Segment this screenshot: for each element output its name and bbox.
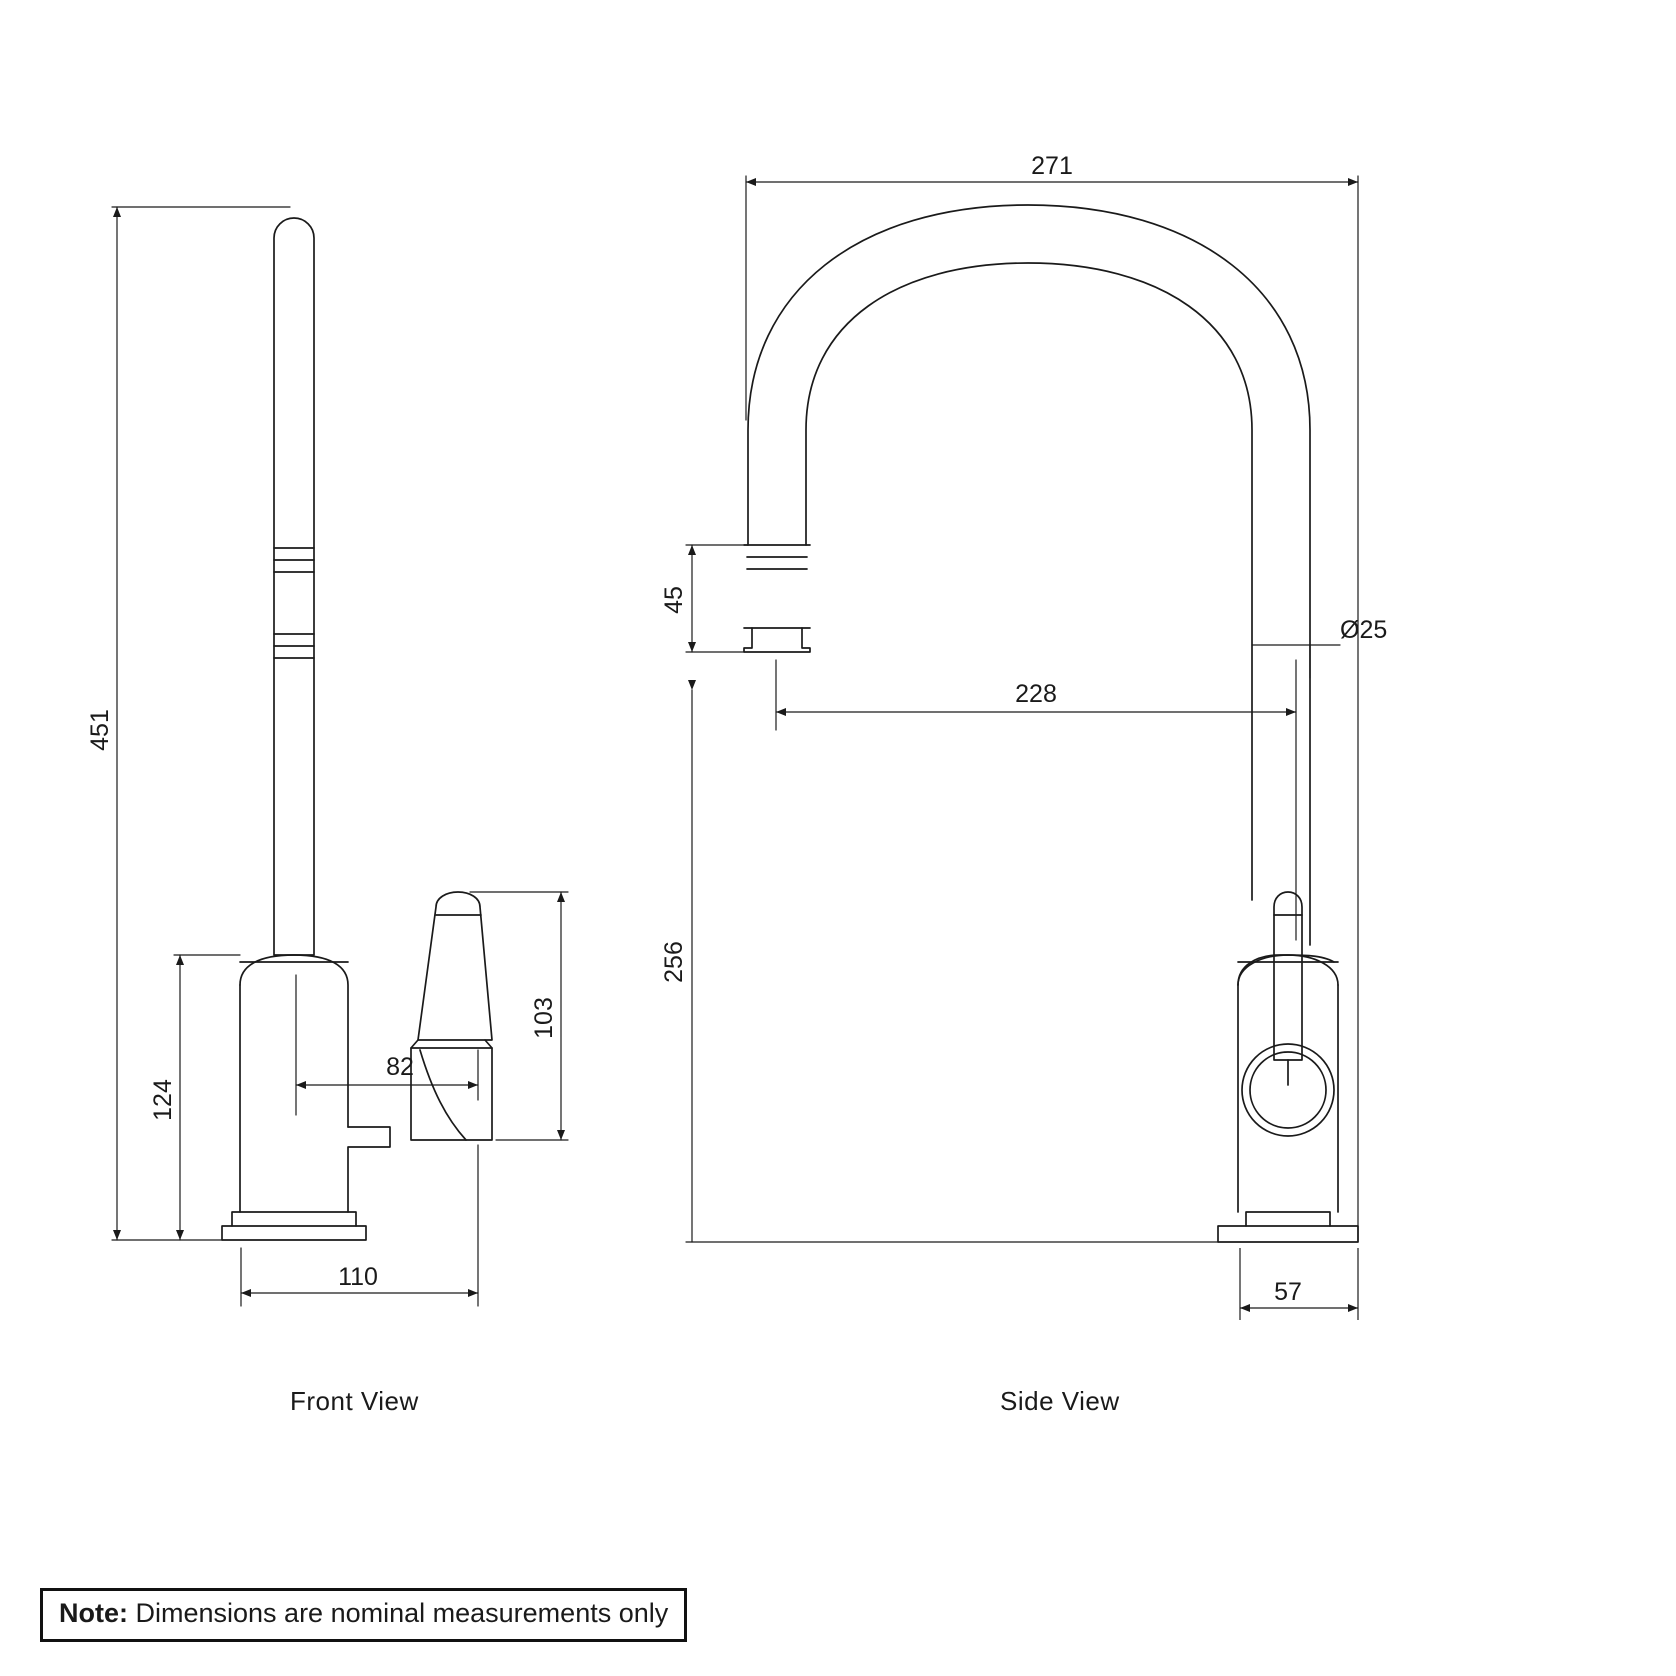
dim-side-45: 45 [660, 586, 688, 614]
dim-front-110: 110 [338, 1263, 378, 1291]
dim-side-256: 256 [660, 941, 688, 983]
front-view-dimensions [112, 207, 568, 1306]
dim-front-124: 124 [149, 1079, 177, 1121]
note-box [40, 1588, 687, 1642]
side-view-dimensions [686, 176, 1358, 1242]
dim-side-228: 228 [1015, 680, 1057, 708]
dimension-labels [86, 152, 1387, 1306]
dim-side-271: 271 [1031, 152, 1073, 180]
front-view-caption: Front View [290, 1386, 419, 1416]
front-view-tap-outline [222, 218, 492, 1240]
note-text: Dimensions are nominal measurements only [128, 1598, 669, 1628]
dim-front-82: 82 [386, 1053, 414, 1081]
dim-side-diameter-25: Ø25 [1340, 616, 1388, 644]
dim-side-57: 57 [1274, 1278, 1302, 1306]
dim-front-451: 451 [86, 709, 114, 751]
note-label: Note: [59, 1598, 128, 1628]
side-view-tap-outline [744, 205, 1358, 1242]
side-view-caption: Side View [1000, 1386, 1120, 1416]
dim-front-103: 103 [530, 997, 558, 1039]
